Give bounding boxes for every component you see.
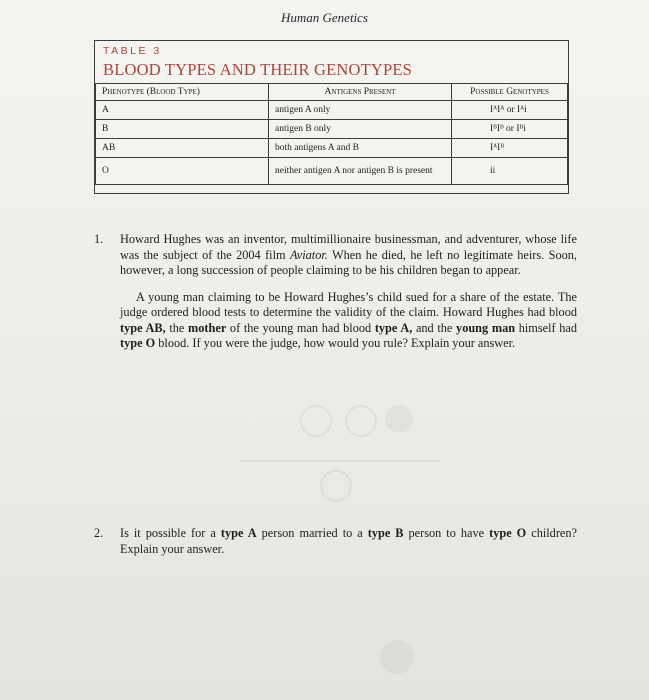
q1-text: Howard Hughes was an inventor, multimillionaire businessman, and adventurer, whose life was the subject of the 2004 film bbox=[120, 232, 577, 262]
emphasis: type B bbox=[367, 526, 404, 540]
antigens-cell: antigen B only bbox=[269, 120, 452, 139]
emphasis: type O bbox=[489, 526, 527, 540]
show-through-line bbox=[240, 460, 440, 462]
question-1-paragraph-2 bbox=[120, 290, 577, 352]
question-1-number: 1. bbox=[94, 232, 104, 246]
q1-text: the bbox=[165, 320, 189, 335]
genotypes-cell: IᴮIᴮ or Iᴮi bbox=[452, 120, 568, 139]
q1-text: A young man claiming to be Howard Hughes’s child sued for a share of the estate. The judge ordered blood tests to determine the validity of the claim. Howard Hughes had blood bbox=[120, 289, 577, 319]
q1-text: himself had bbox=[515, 320, 578, 335]
table-title: BLOOD TYPES AND THEIR GENOTYPES bbox=[103, 60, 413, 79]
q1-text: and the bbox=[412, 320, 457, 335]
film-title: Aviator. bbox=[289, 247, 328, 262]
show-through-circle bbox=[345, 405, 377, 437]
q2-text: Is it possible for a bbox=[120, 526, 221, 540]
antigens-cell: antigen A only bbox=[269, 101, 452, 120]
question-1 bbox=[120, 232, 577, 352]
header-genotypes: Possible Genotypes bbox=[452, 84, 568, 101]
table-row bbox=[96, 139, 568, 158]
header-phenotype: Phenotype (Blood Type) bbox=[96, 84, 269, 101]
show-through-circle bbox=[380, 640, 414, 674]
phenotype-cell: O bbox=[96, 158, 269, 185]
emphasis: type A, bbox=[374, 320, 413, 335]
question-2-number: 2. bbox=[94, 526, 104, 540]
question-2 bbox=[120, 526, 577, 557]
question-2-paragraph bbox=[120, 526, 577, 557]
genotypes-cell: ii bbox=[452, 158, 568, 185]
emphasis: young man bbox=[456, 320, 516, 335]
table-row bbox=[96, 120, 568, 139]
header-antigens: Antigens Present bbox=[269, 84, 452, 101]
antigens-cell: neither antigen A nor antigen B is present bbox=[269, 158, 452, 185]
show-through-circle bbox=[385, 405, 413, 433]
q1-text: blood. If you were the judge, how would you rule? Explain your answer. bbox=[155, 336, 516, 350]
table-row bbox=[96, 158, 568, 185]
q2-text: children? Explain your answer. bbox=[120, 526, 577, 556]
emphasis: type AB, bbox=[120, 320, 166, 335]
blood-type-table bbox=[94, 40, 569, 194]
phenotype-cell: A bbox=[96, 101, 269, 120]
genotypes-cell: IᴬIᴬ or Iᴬi bbox=[452, 101, 568, 120]
emphasis: type O bbox=[120, 336, 156, 350]
emphasis: mother bbox=[188, 320, 227, 335]
phenotype-cell: B bbox=[96, 120, 269, 139]
show-through-circle bbox=[320, 470, 352, 502]
genotypes-cell: IᴬIᴮ bbox=[452, 139, 568, 158]
emphasis: type A bbox=[220, 526, 257, 540]
table-header-row bbox=[96, 84, 568, 101]
question-1-paragraph-1 bbox=[120, 232, 577, 279]
running-head: Human Genetics bbox=[280, 10, 368, 25]
q1-text: of the young man had blood bbox=[226, 320, 375, 335]
table-row bbox=[96, 101, 568, 120]
q2-text: person married to a bbox=[256, 526, 368, 540]
q2-text: person to have bbox=[403, 526, 490, 540]
genotype-table bbox=[95, 83, 568, 185]
q1-text: When he died, he left no legitimate heirs. Soon, however, a long succession of people claiming to be his children began to appear. bbox=[120, 247, 577, 277]
phenotype-cell: AB bbox=[96, 139, 269, 158]
antigens-cell: both antigens A and B bbox=[269, 139, 452, 158]
table-label: TABLE 3 bbox=[103, 45, 162, 57]
show-through-circle bbox=[300, 405, 332, 437]
